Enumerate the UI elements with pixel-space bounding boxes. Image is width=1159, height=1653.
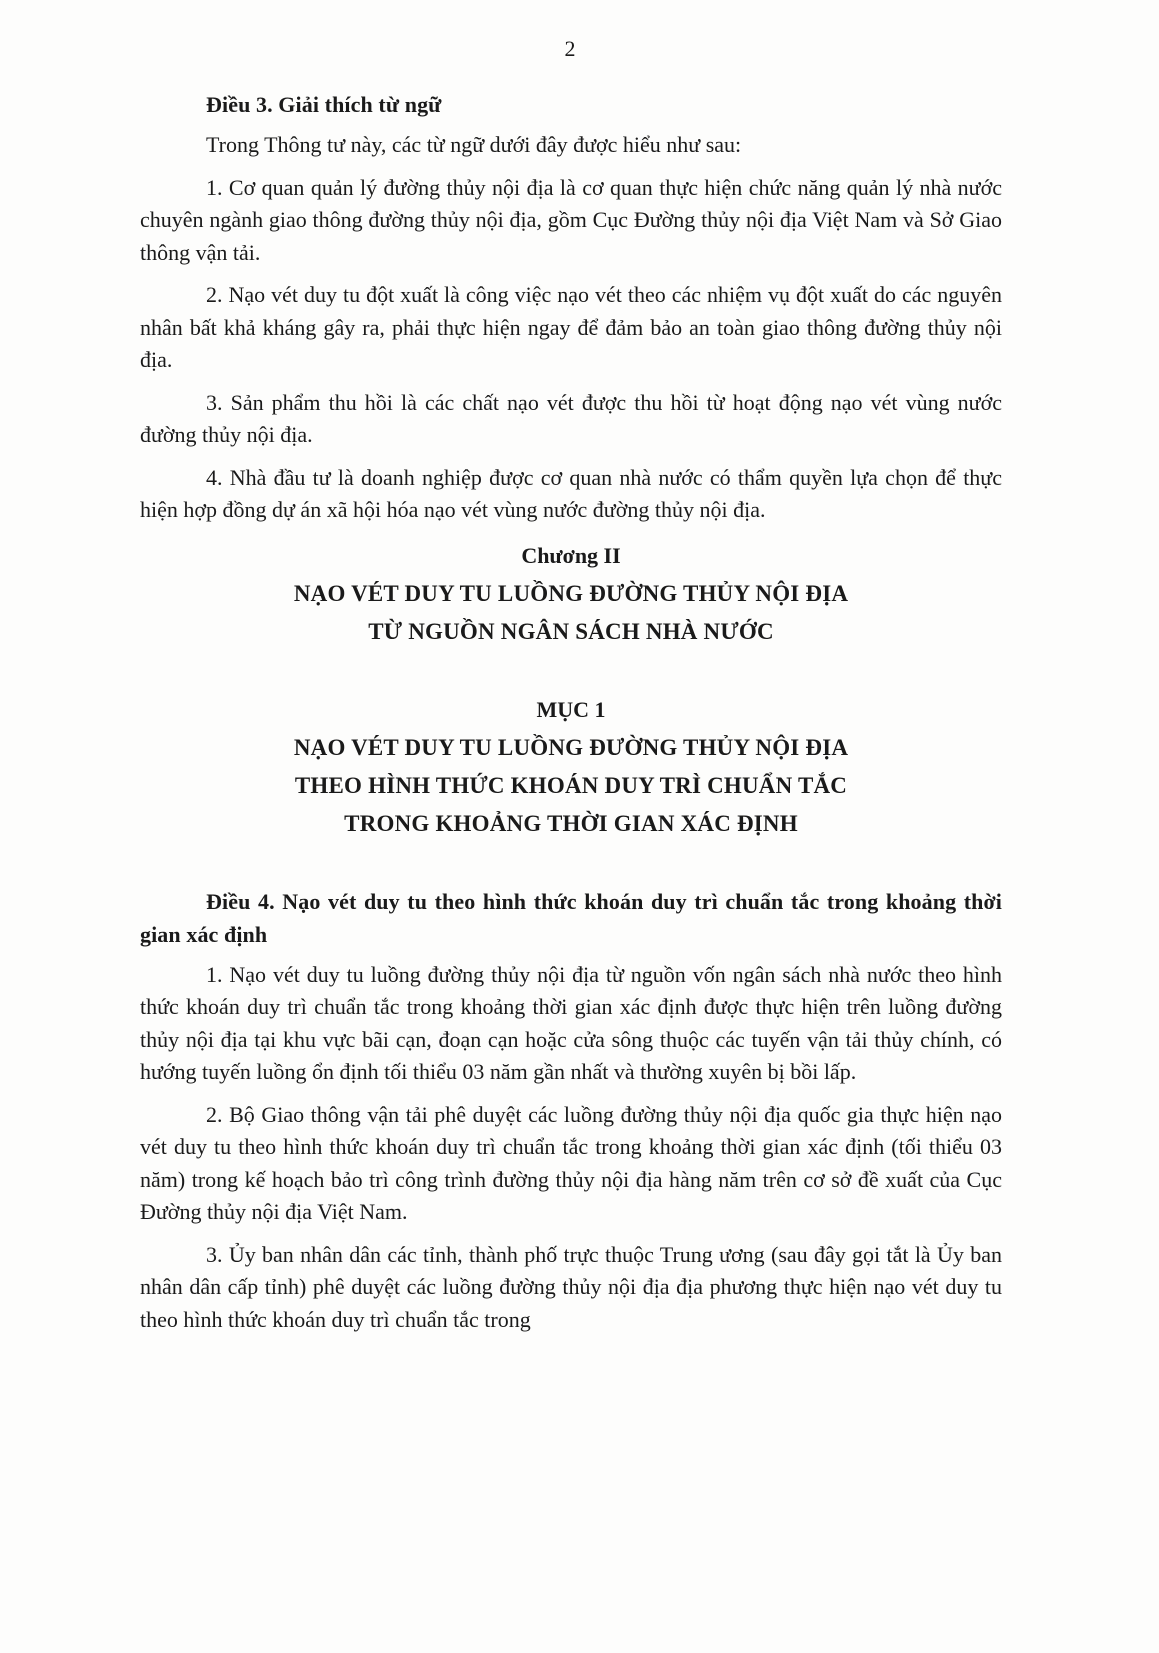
chapter-title-line: TỪ NGUỒN NGÂN SÁCH NHÀ NƯỚC	[368, 618, 774, 644]
chapter-label: Chương II	[521, 542, 621, 568]
article-4-clause-3: 3. Ủy ban nhân dân các tỉnh, thành phố trực thuộc Trung ương (sau đây gọi tắt là Ủy ban nhân dân cấp tỉnh) phê duyệt các luồng đường thủy nội địa địa phương thực hiện nạo vét duy tu theo hình thức khoán duy trì chuẩn tắc trong	[140, 1241, 1002, 1332]
chapter-heading	[140, 537, 1002, 651]
section-label: MỤC 1	[536, 696, 606, 722]
article-3-clause-4: 4. Nhà đầu tư là doanh nghiệp được cơ quan nhà nước có thẩm quyền lựa chọn để thực hiện hợp đồng dự án xã hội hóa nạo vét vùng nước đường thủy nội địa.	[140, 464, 1002, 522]
article-3-intro: Trong Thông tư này, các từ ngữ dưới đây được hiểu như sau:	[206, 132, 742, 157]
article-3-clause-3: 3. Sản phẩm thu hồi là các chất nạo vét được thu hồi từ hoạt động nạo vét vùng nước đường thủy nội địa.	[140, 389, 1002, 447]
section-title-line: TRONG KHOẢNG THỜI GIAN XÁC ĐỊNH	[344, 810, 798, 836]
section-title-line: THEO HÌNH THỨC KHOÁN DUY TRÌ CHUẨN TẮC	[294, 772, 848, 798]
section-title-line: NẠO VÉT DUY TU LUỒNG ĐƯỜNG THỦY NỘI ĐỊA	[293, 734, 849, 760]
article-3-title: Điều 3. Giải thích từ ngữ	[206, 92, 442, 117]
chapter-title-line: NẠO VÉT DUY TU LUỒNG ĐƯỜNG THỦY NỘI ĐỊA	[293, 580, 849, 606]
article-4-clause-1: 1. Nạo vét duy tu luồng đường thủy nội địa từ nguồn vốn ngân sách nhà nước theo hình thức khoán duy trì chuẩn tắc trong khoảng thời gian xác định được thực hiện trên luồng đường thủy nội địa tại khu vực bãi cạn, đoạn cạn hoặc cửa sông thuộc các tuyến vận tải thủy chính, có hướng tuyến luồng ổn định tối thiểu 03 năm gần nhất và thường xuyên bị bồi lấp.	[140, 961, 1002, 1084]
document-body	[140, 88, 1002, 1346]
section-heading	[140, 691, 1002, 843]
article-3-clause-1: 1. Cơ quan quản lý đường thủy nội địa là cơ quan thực hiện chức năng quản lý nhà nước chuyên ngành giao thông đường thủy nội địa, gồm Cục Đường thủy nội địa Việt Nam và Sở Giao thông vận tải.	[140, 174, 1002, 265]
article-4-title: Điều 4. Nạo vét duy tu theo hình thức khoán duy trì chuẩn tắc trong khoảng thời gian xác định	[140, 888, 1002, 947]
page-number: 2	[564, 36, 576, 61]
article-3-clause-2: 2. Nạo vét duy tu đột xuất là công việc nạo vét theo các nhiệm vụ đột xuất do các nguyên nhân bất khả kháng gây ra, phải thực hiện ngay để đảm bảo an toàn giao thông đường thủy nội địa.	[140, 282, 1002, 372]
article-4-clause-2: 2. Bộ Giao thông vận tải phê duyệt các luồng đường thủy nội địa quốc gia thực hiện nạo vét duy tu theo hình thức khoán duy trì chuẩn tắc trong khoảng thời gian xác định (tối thiểu 03 năm) trong kế hoạch bảo trì công trình đường thủy nội địa hàng năm trên cơ sở đề xuất của Cục Đường thủy nội địa Việt Nam.	[140, 1101, 1002, 1224]
